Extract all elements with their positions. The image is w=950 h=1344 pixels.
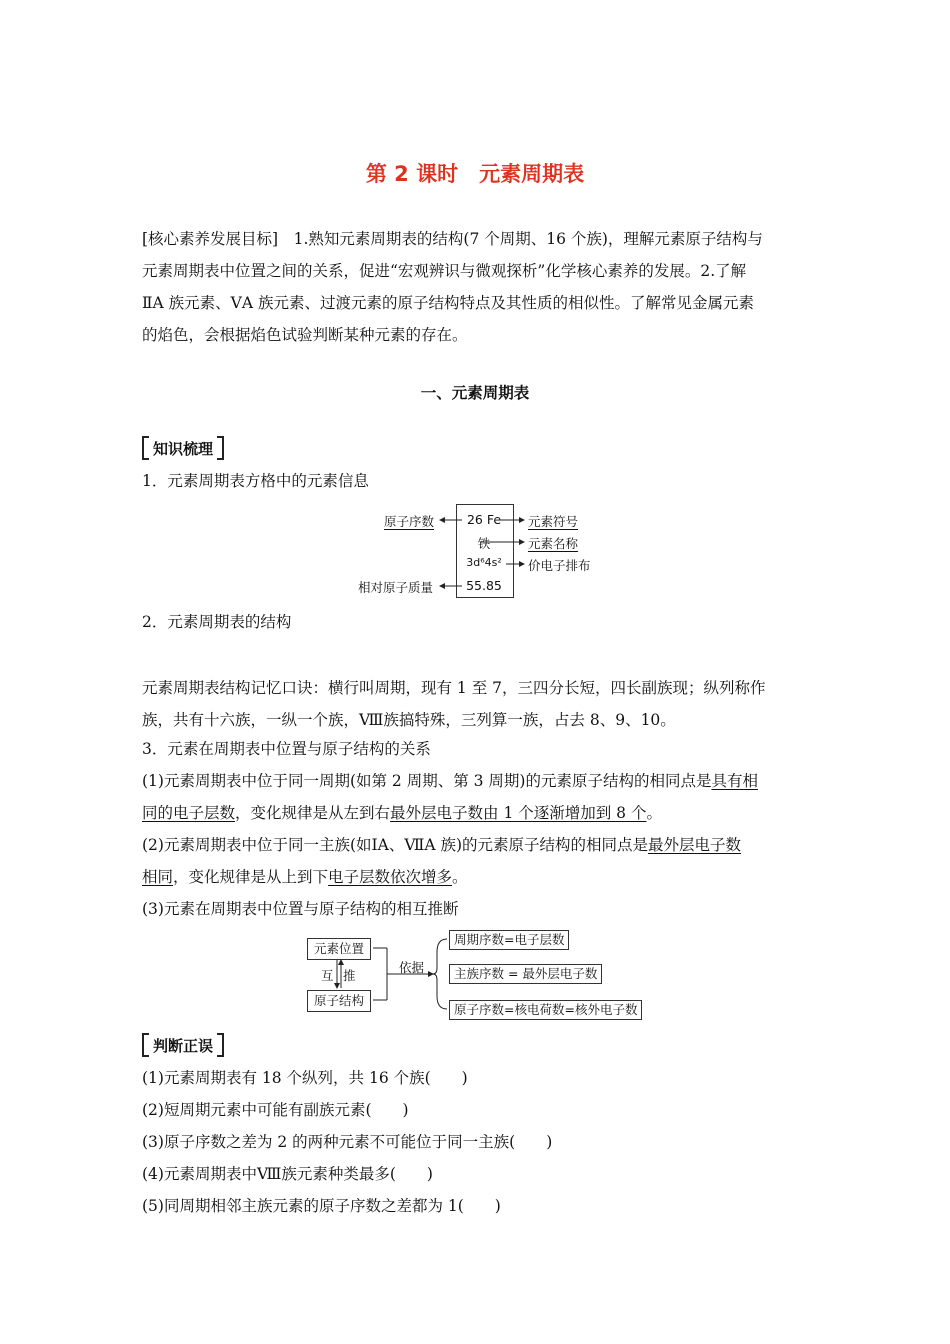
label-element-symbol: 元素符号 (528, 514, 579, 529)
goals-paragraph (142, 223, 810, 351)
label-infer: 推 (343, 968, 356, 983)
answer-same-shells-a: 具有相 (711, 772, 758, 790)
label-atomic-mass: 相对原子质量 (358, 580, 434, 595)
goals-line-1: 1.熟知元素周期表的结构(7 个周期、16 个族)，理解元素原子结构与 (278, 230, 763, 248)
cell-arrows (350, 504, 610, 600)
cell-mass: 55.85 (466, 578, 502, 593)
answer-same-outer-a: 最外层电子数 (648, 836, 742, 854)
rule-main-group: 主族序数 = 最外层电子数 (449, 964, 602, 984)
cell-config: 3d⁶4s² (466, 556, 502, 569)
tag-judge-label: 判断正误 (153, 1036, 214, 1055)
judge-item: (3)原子序数之差为 2 的两种元素不可能位于同一主族( ) (142, 1133, 553, 1151)
goals-line-3: ⅡA 族元素、ⅤA 族元素、过渡元素的原子结构特点及其性质的相似性。了解常见金属元素 (142, 294, 754, 312)
goals-line-2: 元素周期表中位置之间的关系，促进“宏观辨识与微观探析”化学核心素养的发展。2.了解 (142, 262, 747, 280)
tag-knowledge-label: 知识梳理 (153, 439, 214, 458)
answer-same-outer-b: 相同 (142, 868, 174, 886)
answer-outer-electrons: 最外层电子数由 1 个逐渐增加到 8 个 (390, 804, 647, 822)
paragraph-3: (3)元素在周期表中位置与原子结构的相互推断 (142, 900, 459, 918)
label-valence-config: 价电子排布 (528, 558, 591, 573)
item-2: 2．元素周期表的结构 (142, 613, 292, 631)
cell-name: 铁 (477, 536, 491, 551)
label-element-name: 元素名称 (528, 536, 579, 551)
brace-right (433, 939, 447, 1009)
section-heading-1: 一、元素周期表 (420, 384, 530, 402)
paragraph-1: (1)元素周期表中位于同一周期(如第 2 周期、第 3 周期)的元素原子结构的相同点是具有相 同的电子层数，变化规律是从左到右最外层电子数由 1 个逐渐增加到 8 个。 (142, 772, 758, 822)
goals-label: [核心素养发展目标] (142, 230, 279, 248)
item-1: 1．元素周期表方格中的元素信息 (142, 472, 369, 490)
cell-number-symbol: 26 Fe (466, 512, 502, 527)
tag-knowledge (142, 436, 224, 460)
tag-judge (142, 1033, 224, 1057)
rule-period: 周期序数=电子层数 (449, 930, 569, 950)
position-structure-diagram (305, 928, 645, 1020)
label-mutual: 互 (321, 968, 334, 983)
judge-item: (1)元素周期表有 18 个纵列，共 16 个族( ) (142, 1069, 468, 1087)
judge-item: (2)短周期元素中可能有副族元素( ) (142, 1101, 409, 1119)
rule-atomic-number: 原子序数=核电荷数=核外电子数 (449, 1000, 642, 1020)
page-title: 第 2 课时 元素周期表 (365, 162, 585, 186)
answer-shells-increase: 电子层数依次增多 (328, 868, 453, 886)
label-atomic-number: 原子序数 (384, 514, 435, 529)
mnemonic-line-1: 元素周期表结构记忆口诀：横行叫周期，现有 1 至 7，三四分长短，四长副族现；纵列称作 (142, 679, 766, 697)
answer-same-shells-b: 同的电子层数 (142, 804, 236, 822)
judge-item: (4)元素周期表中Ⅷ族元素种类最多( ) (142, 1165, 433, 1183)
mnemonic-line-2: 族，共有十六族，一纵一个族，Ⅷ族搞特殊，三列算一族，占去 8、9、10。 (142, 711, 676, 729)
goals-line-4: 的焰色，会根据焰色试验判断某种元素的存在。 (142, 326, 468, 344)
diagram-lines (305, 928, 645, 1020)
element-cell-diagram (350, 504, 610, 600)
box-structure: 原子结构 (307, 990, 371, 1012)
mnemonic-paragraph (142, 672, 810, 736)
judge-item: (5)同周期相邻主族元素的原子序数之差都为 1( ) (142, 1197, 501, 1215)
paragraph-2: (2)元素周期表中位于同一主族(如ⅠA、ⅦA 族)的元素原子结构的相同点是最外层电子数 相同，变化规律是从上到下电子层数依次增多。 (142, 836, 742, 886)
label-basis: 依据 (399, 960, 425, 975)
box-position: 元素位置 (307, 938, 371, 960)
item-3: 3．元素在周期表中位置与原子结构的关系 (142, 740, 431, 758)
